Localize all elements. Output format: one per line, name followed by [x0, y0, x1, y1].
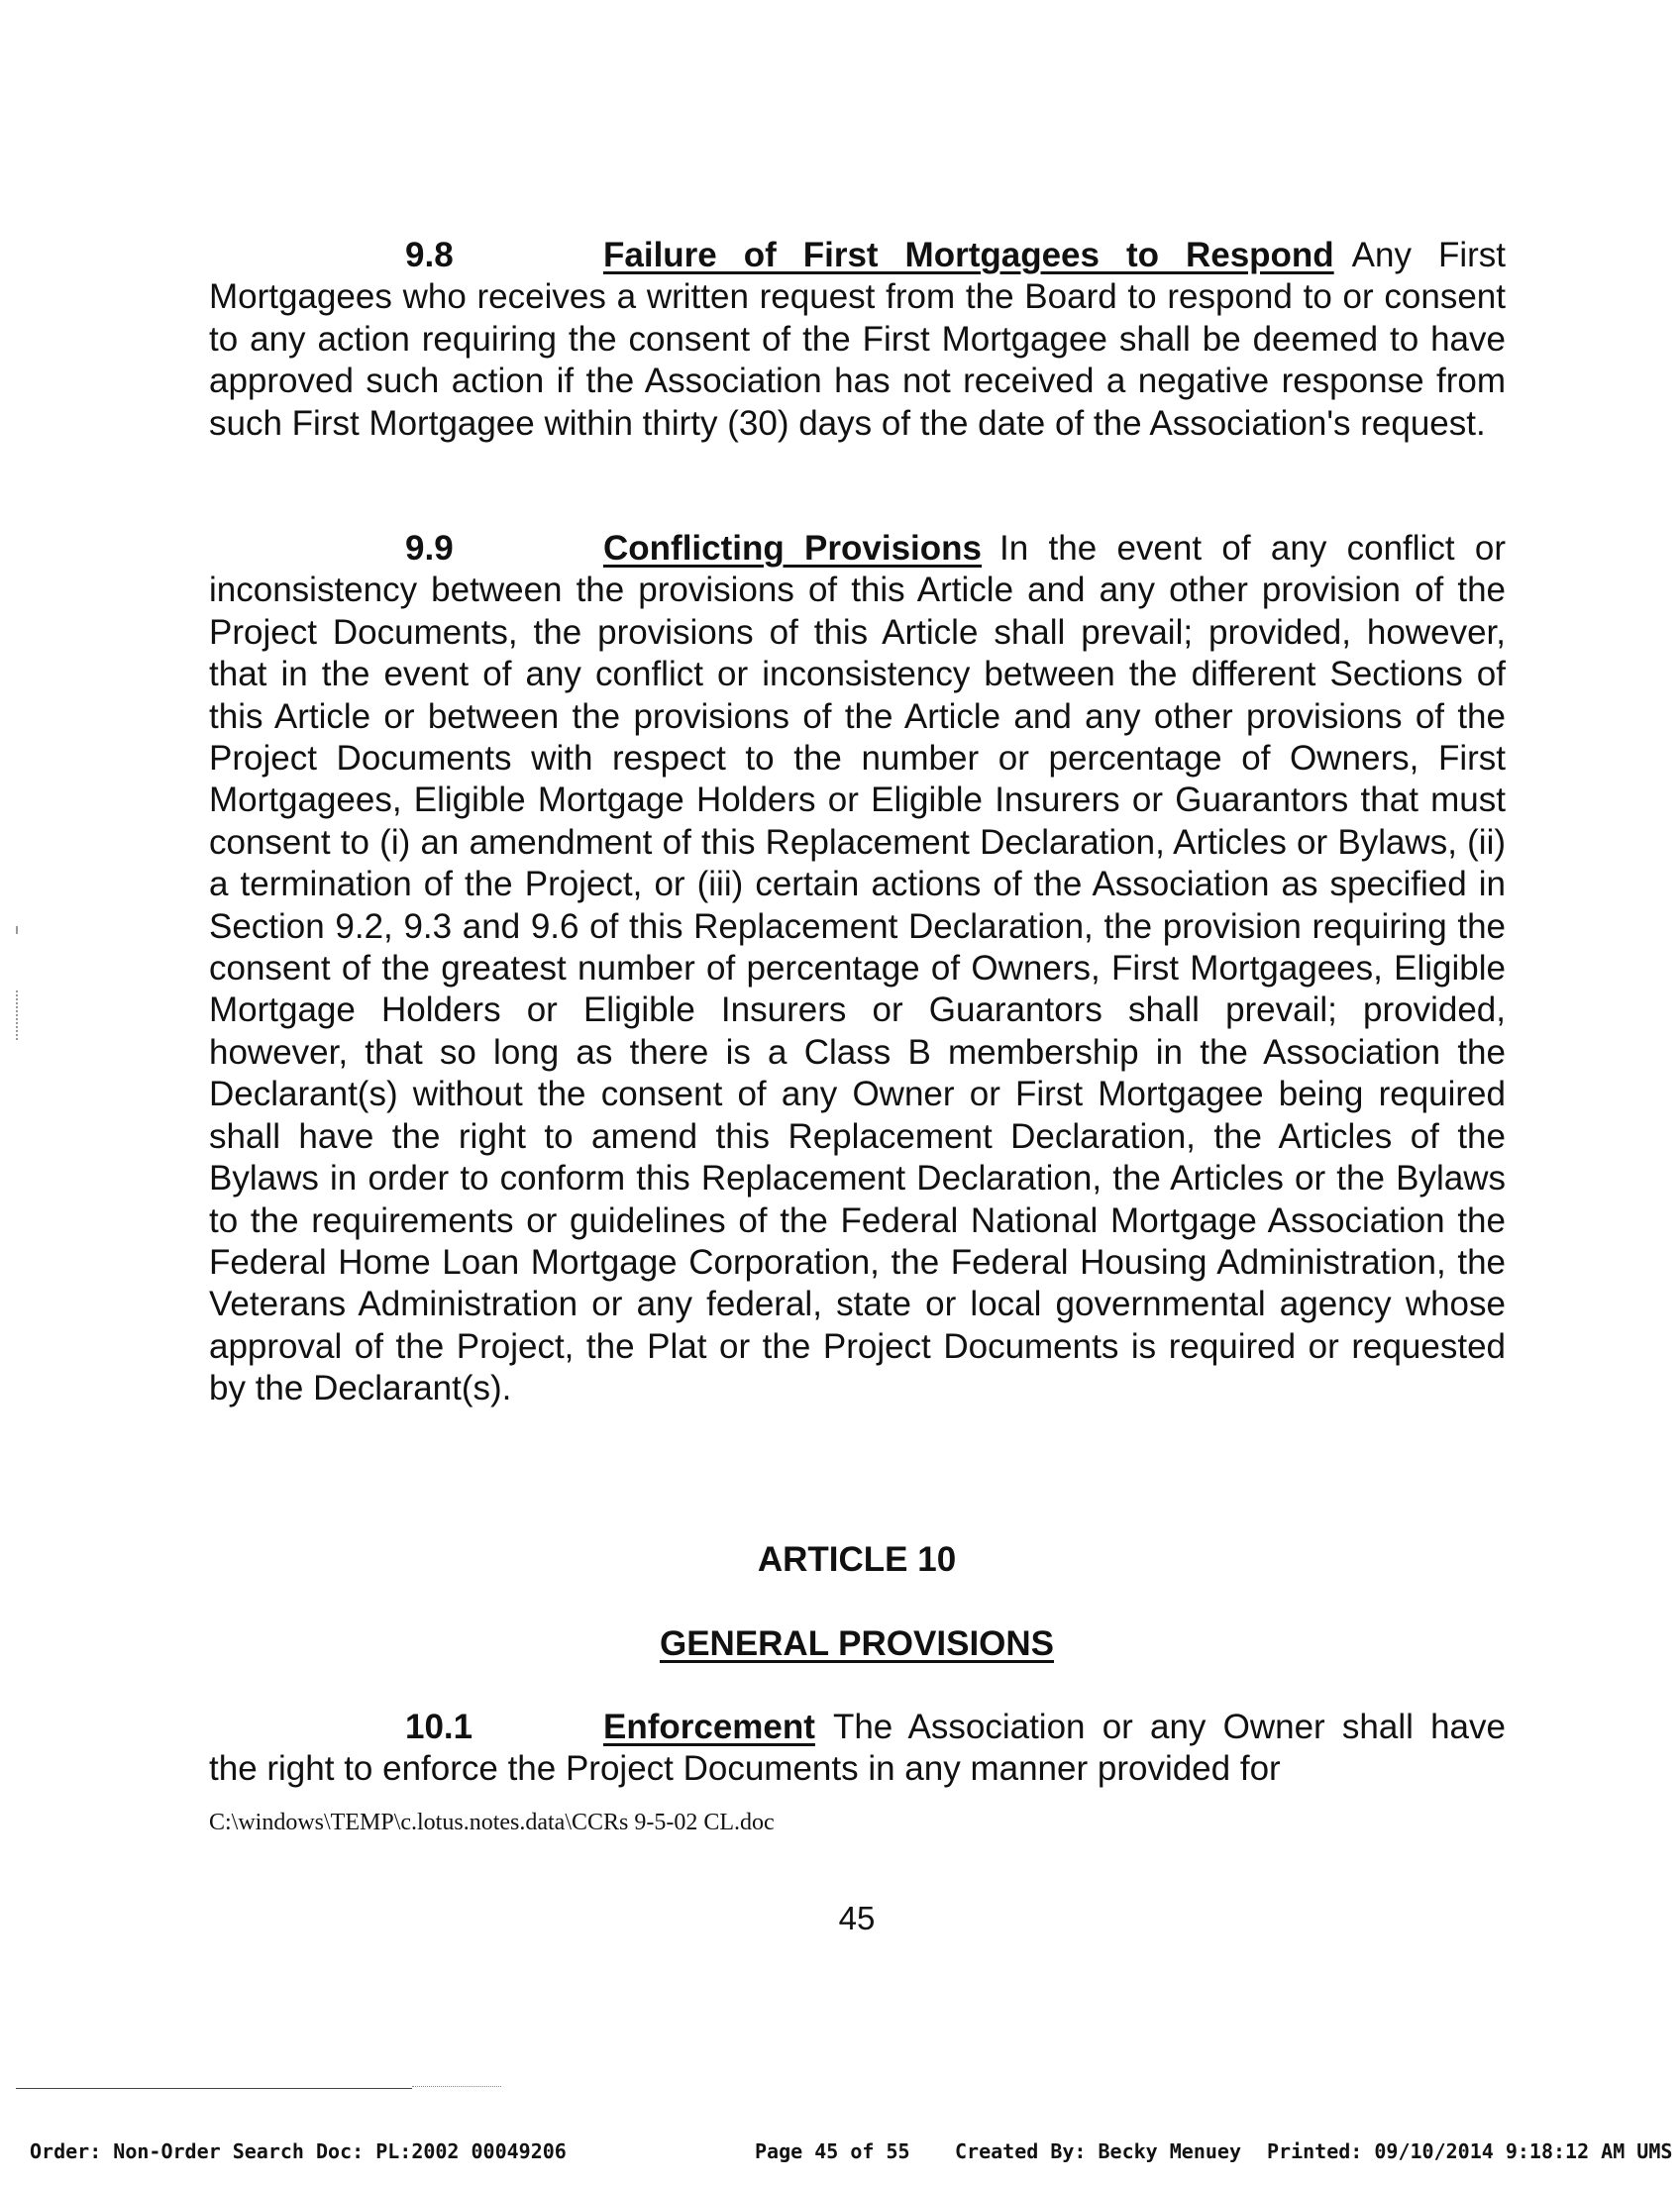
page-number: 45: [838, 1900, 876, 1936]
section-9-9: [209, 528, 1506, 1410]
file-path: C:\windows\TEMP\c.lotus.notes.data\CCRs 9-5-02 CL.doc: [209, 1810, 775, 1835]
article-title: ARTICLE 10: [757, 1540, 957, 1579]
section-9-8: [209, 235, 1506, 445]
section-number: 10.1: [405, 1708, 473, 1746]
footer-created: Created By: Becky Menuey: [955, 2139, 1241, 2163]
footer-printed: Printed: 09/10/2014 9:18:12 AM UMS: [1267, 2139, 1673, 2163]
section-text: The Association or any Owner shall have the right to enforce the Project Documents in any manner provided for: [209, 1708, 1506, 1789]
section-text: In the event of any conflict or inconsistency between the provisions of this Article and any other provision of the Project Documents, the provisions of this Article shall prevail; provided, however, that in the event of any conflict or inconsistency between the different Sections of this Article or between the provisions of the Article and any other provisions of the Project Documents with respect to the number or percentage of Owners, First Mortgagees, Eligible Mortgage Holders or Eligible Insurers or Guarantors that must consent to (i) an amendment of this Replacement Declaration, Articles or Bylaws, (ii) a termination of the Project, or (iii) certain actions of the Association as specified in Section 9.2, 9.3 and 9.6 of this Replacement Declaration, the provision requiring the consent of the greatest number of percentage of Owners, First Mortgagees, Eligible Mortgage Holders or Eligible Insurers or Guarantors shall prevail; provided, however, that so long as there is a Class B membership in the Association the Declarant(s) without the consent of any Owner or First Mortgagee being required shall have the right to amend this Replacement Declaration, the Articles of the Bylaws in order to conform this Replacement Declaration, the Articles or the Bylaws to the requirements or guidelines of the Federal National Mortgage Association the Federal Home Loan Mortgage Corporation, the Federal Housing Administration, the Veterans Administration or any federal, state or local governmental agency whose approval of the Project, the Plat or the Project Documents is required or requested by the Declarant(s).: [209, 529, 1506, 1408]
section-text: Any First Mortgagees who receives a written request from the Board to respond to or consent to any action requiring the consent of the First Mortgagee shall be deemed to have approved such action if the Association has not received a negative response from such First Mortgagee within thirty (30) days of the date of the Association's request.: [209, 236, 1506, 443]
section-heading: Failure of First Mortgagees to Respond: [603, 236, 1334, 274]
footer-page: Page 45 of 55: [755, 2139, 910, 2163]
section-number: 9.8: [405, 236, 454, 274]
section-10-1: [209, 1707, 1506, 1791]
margin-mark: [16, 990, 20, 1040]
article-subtitle: GENERAL PROVISIONS: [659, 1624, 1055, 1663]
footer-rule: [16, 2088, 412, 2089]
footer-order: Order: Non-Order Search Doc: PL:2002 00049206: [30, 2139, 567, 2163]
margin-mark: [16, 926, 18, 934]
print-footer: [0, 2139, 1680, 2169]
section-heading: Enforcement: [603, 1708, 815, 1746]
footer-rule-dots: [412, 2086, 501, 2087]
section-number: 9.9: [405, 529, 454, 568]
section-heading: Conflicting Provisions: [603, 529, 982, 568]
